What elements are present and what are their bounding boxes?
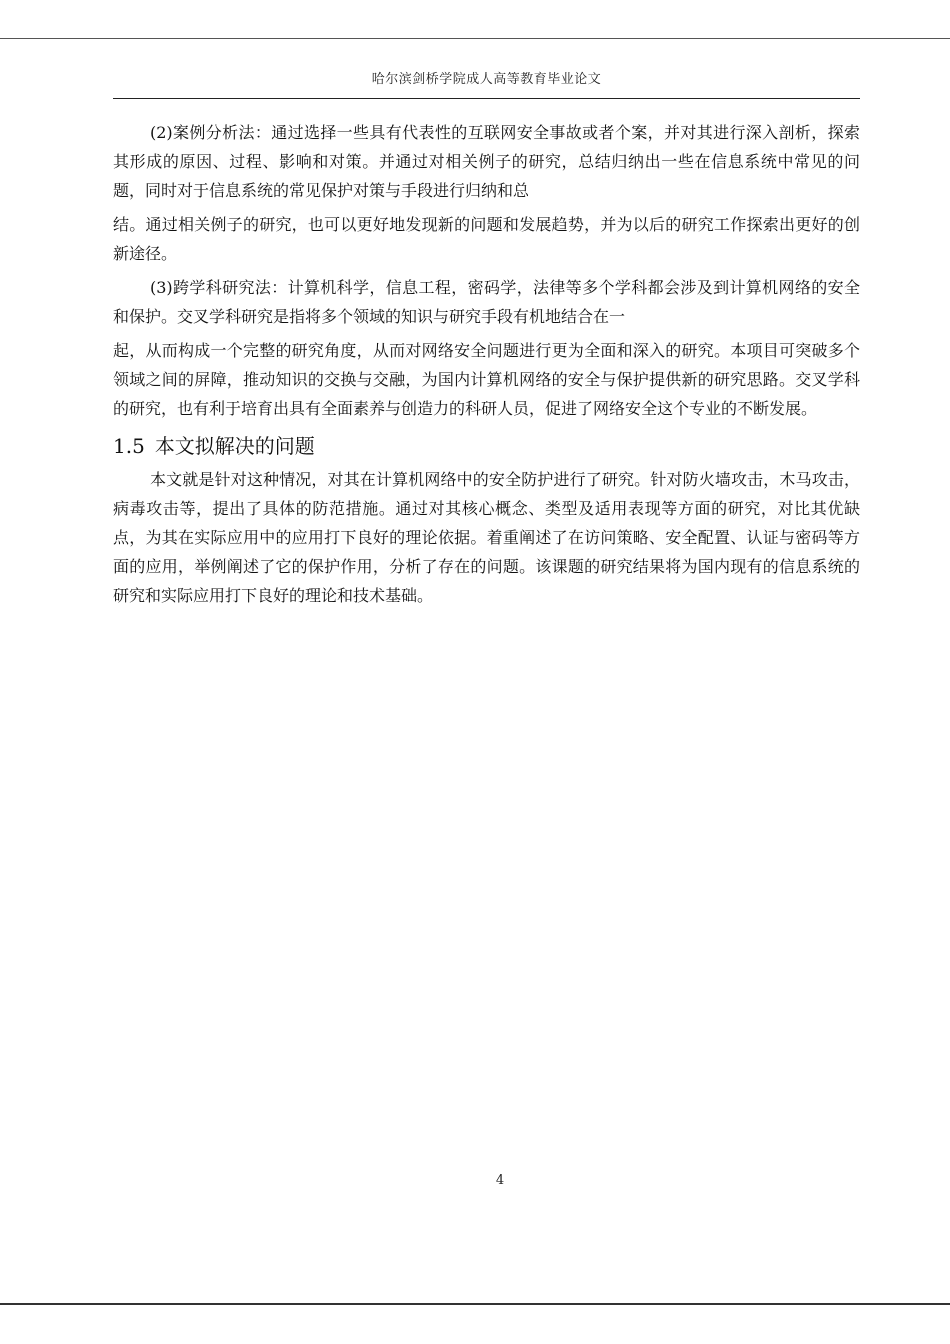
paragraph-interdisciplinary: (3)跨学科研究法：计算机科学，信息工程，密码学，法律等多个学科都会涉及到计算机网络的安全和保护。交叉学科研究是指将多个领域的知识与研究手段有机地结合在一 <box>113 278 860 326</box>
paragraph-section-body: 本文就是针对这种情况，对其在计算机网络中的安全防护进行了研究。针对防火墙攻击，木马攻击，病毒攻击等，提出了具体的防范措施。通过对其核心概念、类型及适用表现等方面的研究，对比其优缺点，为其在实际应用中的应用打下良好的理论依据。着重阐述了在访问策略、安全配置、认证与密码等方面的应用，举例阐述了它的保护作用，分析了存在的问题。该课题的研究结果将为国内现有的信息系统的研究和实际应用打下良好的理论和技术基础。 <box>113 470 860 605</box>
header-divider <box>113 98 860 99</box>
document-body <box>113 118 860 610</box>
page-top-border <box>0 38 950 39</box>
section-heading <box>113 431 860 461</box>
section-title: 本文拟解决的问题 <box>154 434 315 458</box>
page-bottom-border <box>0 1303 950 1305</box>
section-number: 1.5 <box>113 434 145 458</box>
running-header: 哈尔滨剑桥学院成人高等教育毕业论文 <box>371 72 602 87</box>
paragraph-case-analysis: (2)案例分析法：通过选择一些具有代表性的互联网安全事故或者个案，并对其进行深入剖析，探索其形成的原因、过程、影响和对策。并通过对相关例子的研究，总结归纳出一些在信息系统中常见的问题，同时对于信息系统的常见保护对策与手段进行归纳和总 <box>113 123 860 200</box>
page-number: 4 <box>495 1173 505 1188</box>
paragraph-interdisciplinary-continued: 起，从而构成一个完整的研究角度，从而对网络安全问题进行更为全面和深入的研究。本项目可突破多个领域之间的屏障，推动知识的交换与交融，为国内计算机网络的安全与保护提供新的研究思路。交叉学科的研究，也有利于培育出具有全面素养与创造力的科研人员，促进了网络安全这个专业的不断发展。 <box>113 341 860 418</box>
paragraph-case-analysis-continued: 结。通过相关例子的研究，也可以更好地发现新的问题和发展趋势，并为以后的研究工作探索出更好的创新途径。 <box>113 215 860 263</box>
